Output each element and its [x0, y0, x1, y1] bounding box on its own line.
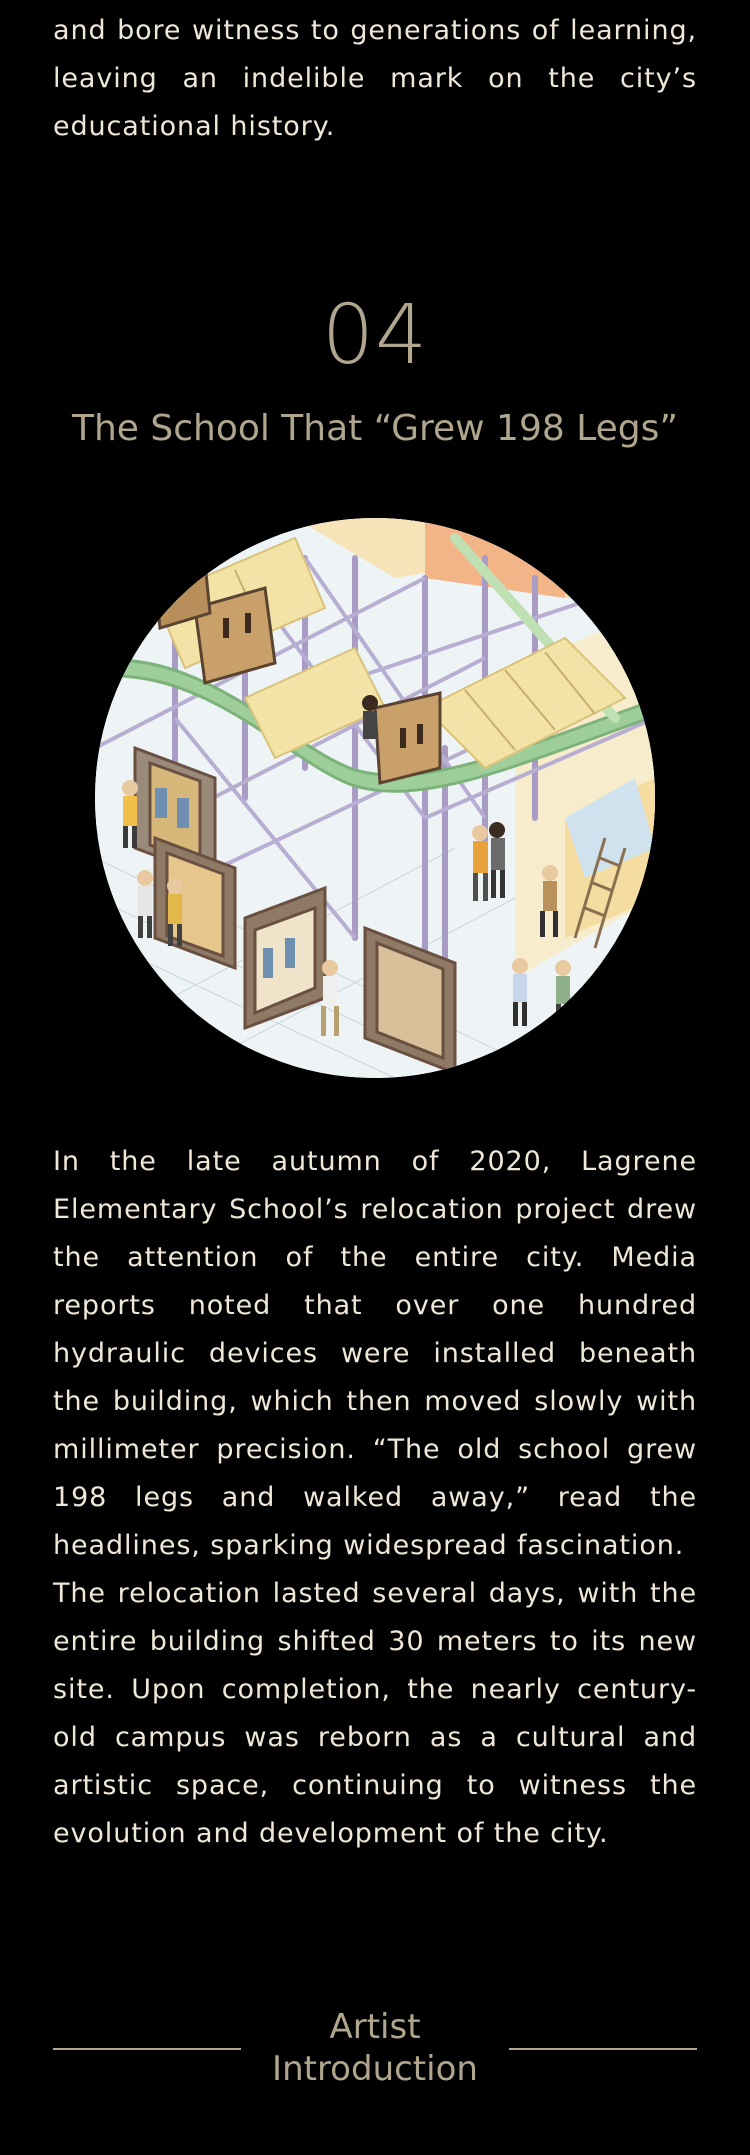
footer-title-line-2: Introduction: [272, 2049, 478, 2089]
heading-rule-left: [53, 2048, 241, 2050]
section-title: The School That “Grew 198 Legs”: [71, 408, 679, 449]
section-number: 04: [321, 288, 429, 383]
body-paragraph-1: In the late autumn of 2020, Lagrene Elementary School’s relocation project drew the attention of the entire city. Media reports noted that over one hundred hydraulic devices were installed beneath the building, which then moved slowly with millimeter precision. “The old school grew 198 legs and walked away,” read the headlines, sparking widespread fascination.: [53, 1146, 697, 1561]
intro-paragraph: and bore witness to generations of learning, leaving an indelible mark on the city’s educational history.: [53, 15, 697, 142]
heading-rule-right: [509, 2048, 697, 2050]
footer-title: [241, 2006, 509, 2090]
footer-title-line-1: Artist: [329, 2007, 421, 2047]
artist-introduction-heading: [0, 2008, 750, 2098]
school-relocation-illustration: [95, 518, 655, 1078]
isometric-illustration-svg: [95, 518, 655, 1078]
body-paragraph-2: The relocation lasted several days, with the entire building shifted 30 meters to its new site. Upon completion, the nearly century-old campus was reborn as a cultural and artistic space, continuing to witness the evolution and development of the city.: [53, 1578, 697, 1849]
